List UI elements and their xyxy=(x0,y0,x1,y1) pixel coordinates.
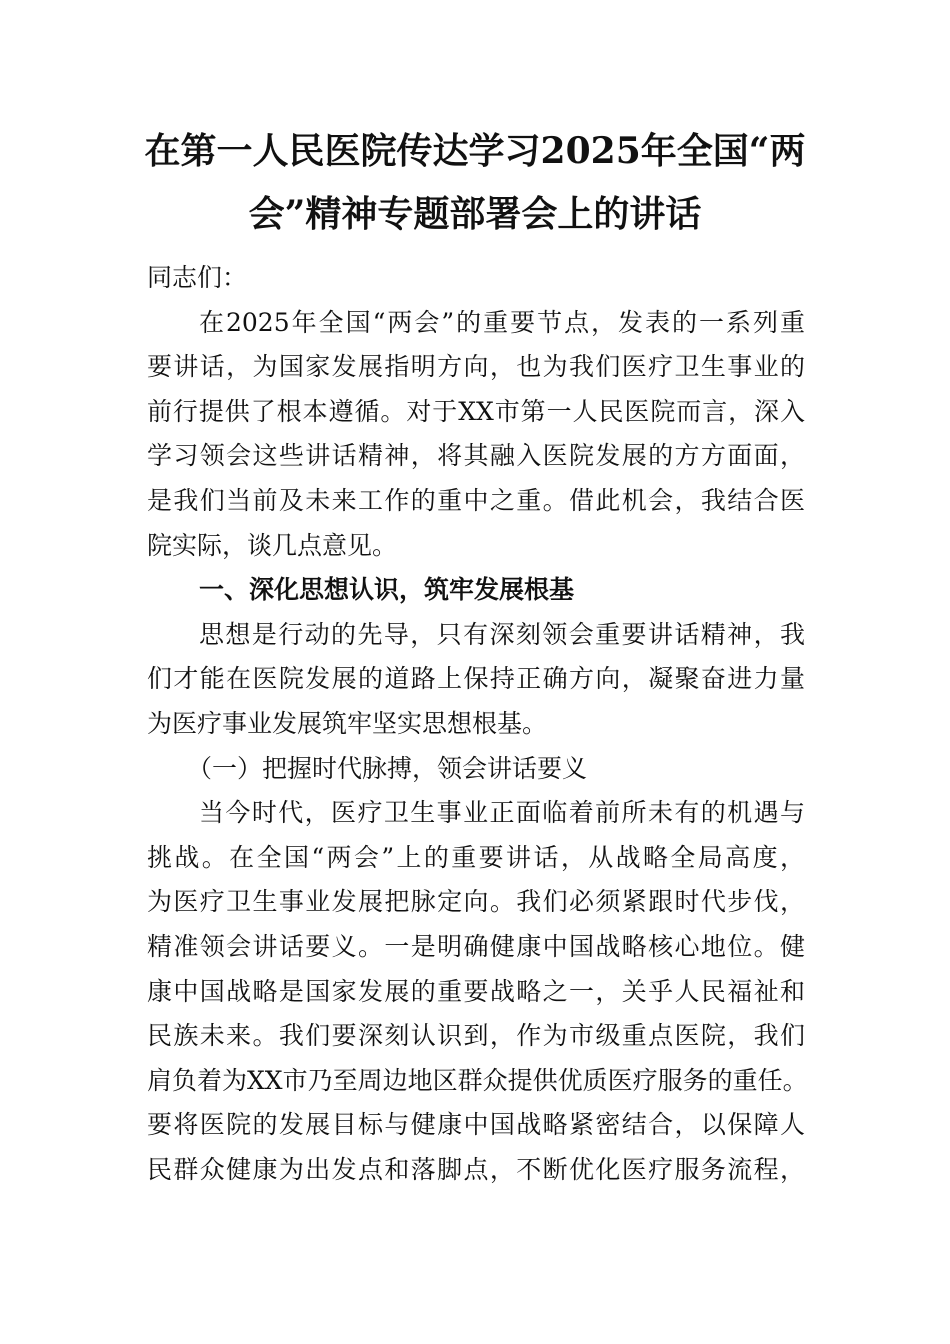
paragraph-line: 民群众健康为出发点和落脚点，不断优化医疗服务流程， xyxy=(147,1154,805,1184)
title-line: 在第一人民医院传达学习2025年全国“两 xyxy=(144,130,806,172)
subsection-heading: （一）把握时代脉搏，领会讲话要义 xyxy=(187,753,588,783)
salutation: 同志们： xyxy=(147,263,248,292)
paragraph-intro xyxy=(147,301,805,569)
paragraph-line: 要讲话，为国家发展指明方向，也为我们医疗卫生事业的 xyxy=(147,352,805,382)
paragraph-subsection1 xyxy=(147,791,808,1192)
paragraph-section1 xyxy=(147,613,805,747)
paragraph-line: 康中国战略是国家发展的重要战略之一，关乎人民福祉和 xyxy=(147,976,805,1006)
paragraph-line: 挑战。在全国“两会”上的重要讲话，从战略全局高度， xyxy=(147,842,805,872)
paragraph-line: 思想是行动的先导，只有深刻领会重要讲话精神，我 xyxy=(199,619,805,649)
section-heading: 一、深化思想认识，筑牢发展根基 xyxy=(199,575,575,605)
paragraph-line: 前行提供了根本遵循。对于XX市第一人民医院而言，深入 xyxy=(147,396,805,426)
paragraph-line: 们才能在医院发展的道路上保持正确方向，凝聚奋进力量 xyxy=(147,664,805,694)
paragraph-line: 当今时代，医疗卫生事业正面临着前所未有的机遇与 xyxy=(199,798,805,828)
paragraph-line: 为医疗卫生事业发展把脉定向。我们必须紧跟时代步伐， xyxy=(147,887,805,917)
paragraph-line: 是我们当前及未来工作的重中之重。借此机会，我结合医 xyxy=(147,485,805,515)
paragraph-line: 院实际，谈几点意见。 xyxy=(147,530,398,560)
paragraph-line: 学习领会这些讲话精神，将其融入医院发展的方方面面， xyxy=(147,441,805,471)
paragraph-line: 肩负着为XX市乃至周边地区群众提供优质医疗服务的重任。 xyxy=(147,1065,808,1095)
document-title xyxy=(140,120,810,246)
document-body xyxy=(147,256,808,1192)
paragraph-line: 在2025年全国“两会”的重要节点，发表的一系列重 xyxy=(199,307,805,337)
paragraph-line: 民族未来。我们要深刻认识到，作为市级重点医院，我们 xyxy=(147,1021,805,1051)
title-line: 会”精神专题部署会上的讲话 xyxy=(248,193,702,235)
paragraph-line: 要将医院的发展目标与健康中国战略紧密结合，以保障人 xyxy=(147,1110,805,1140)
paragraph-line: 为医疗事业发展筑牢坚实思想根基。 xyxy=(147,708,548,738)
paragraph-line: 精准领会讲话要义。一是明确健康中国战略核心地位。健 xyxy=(147,931,805,961)
